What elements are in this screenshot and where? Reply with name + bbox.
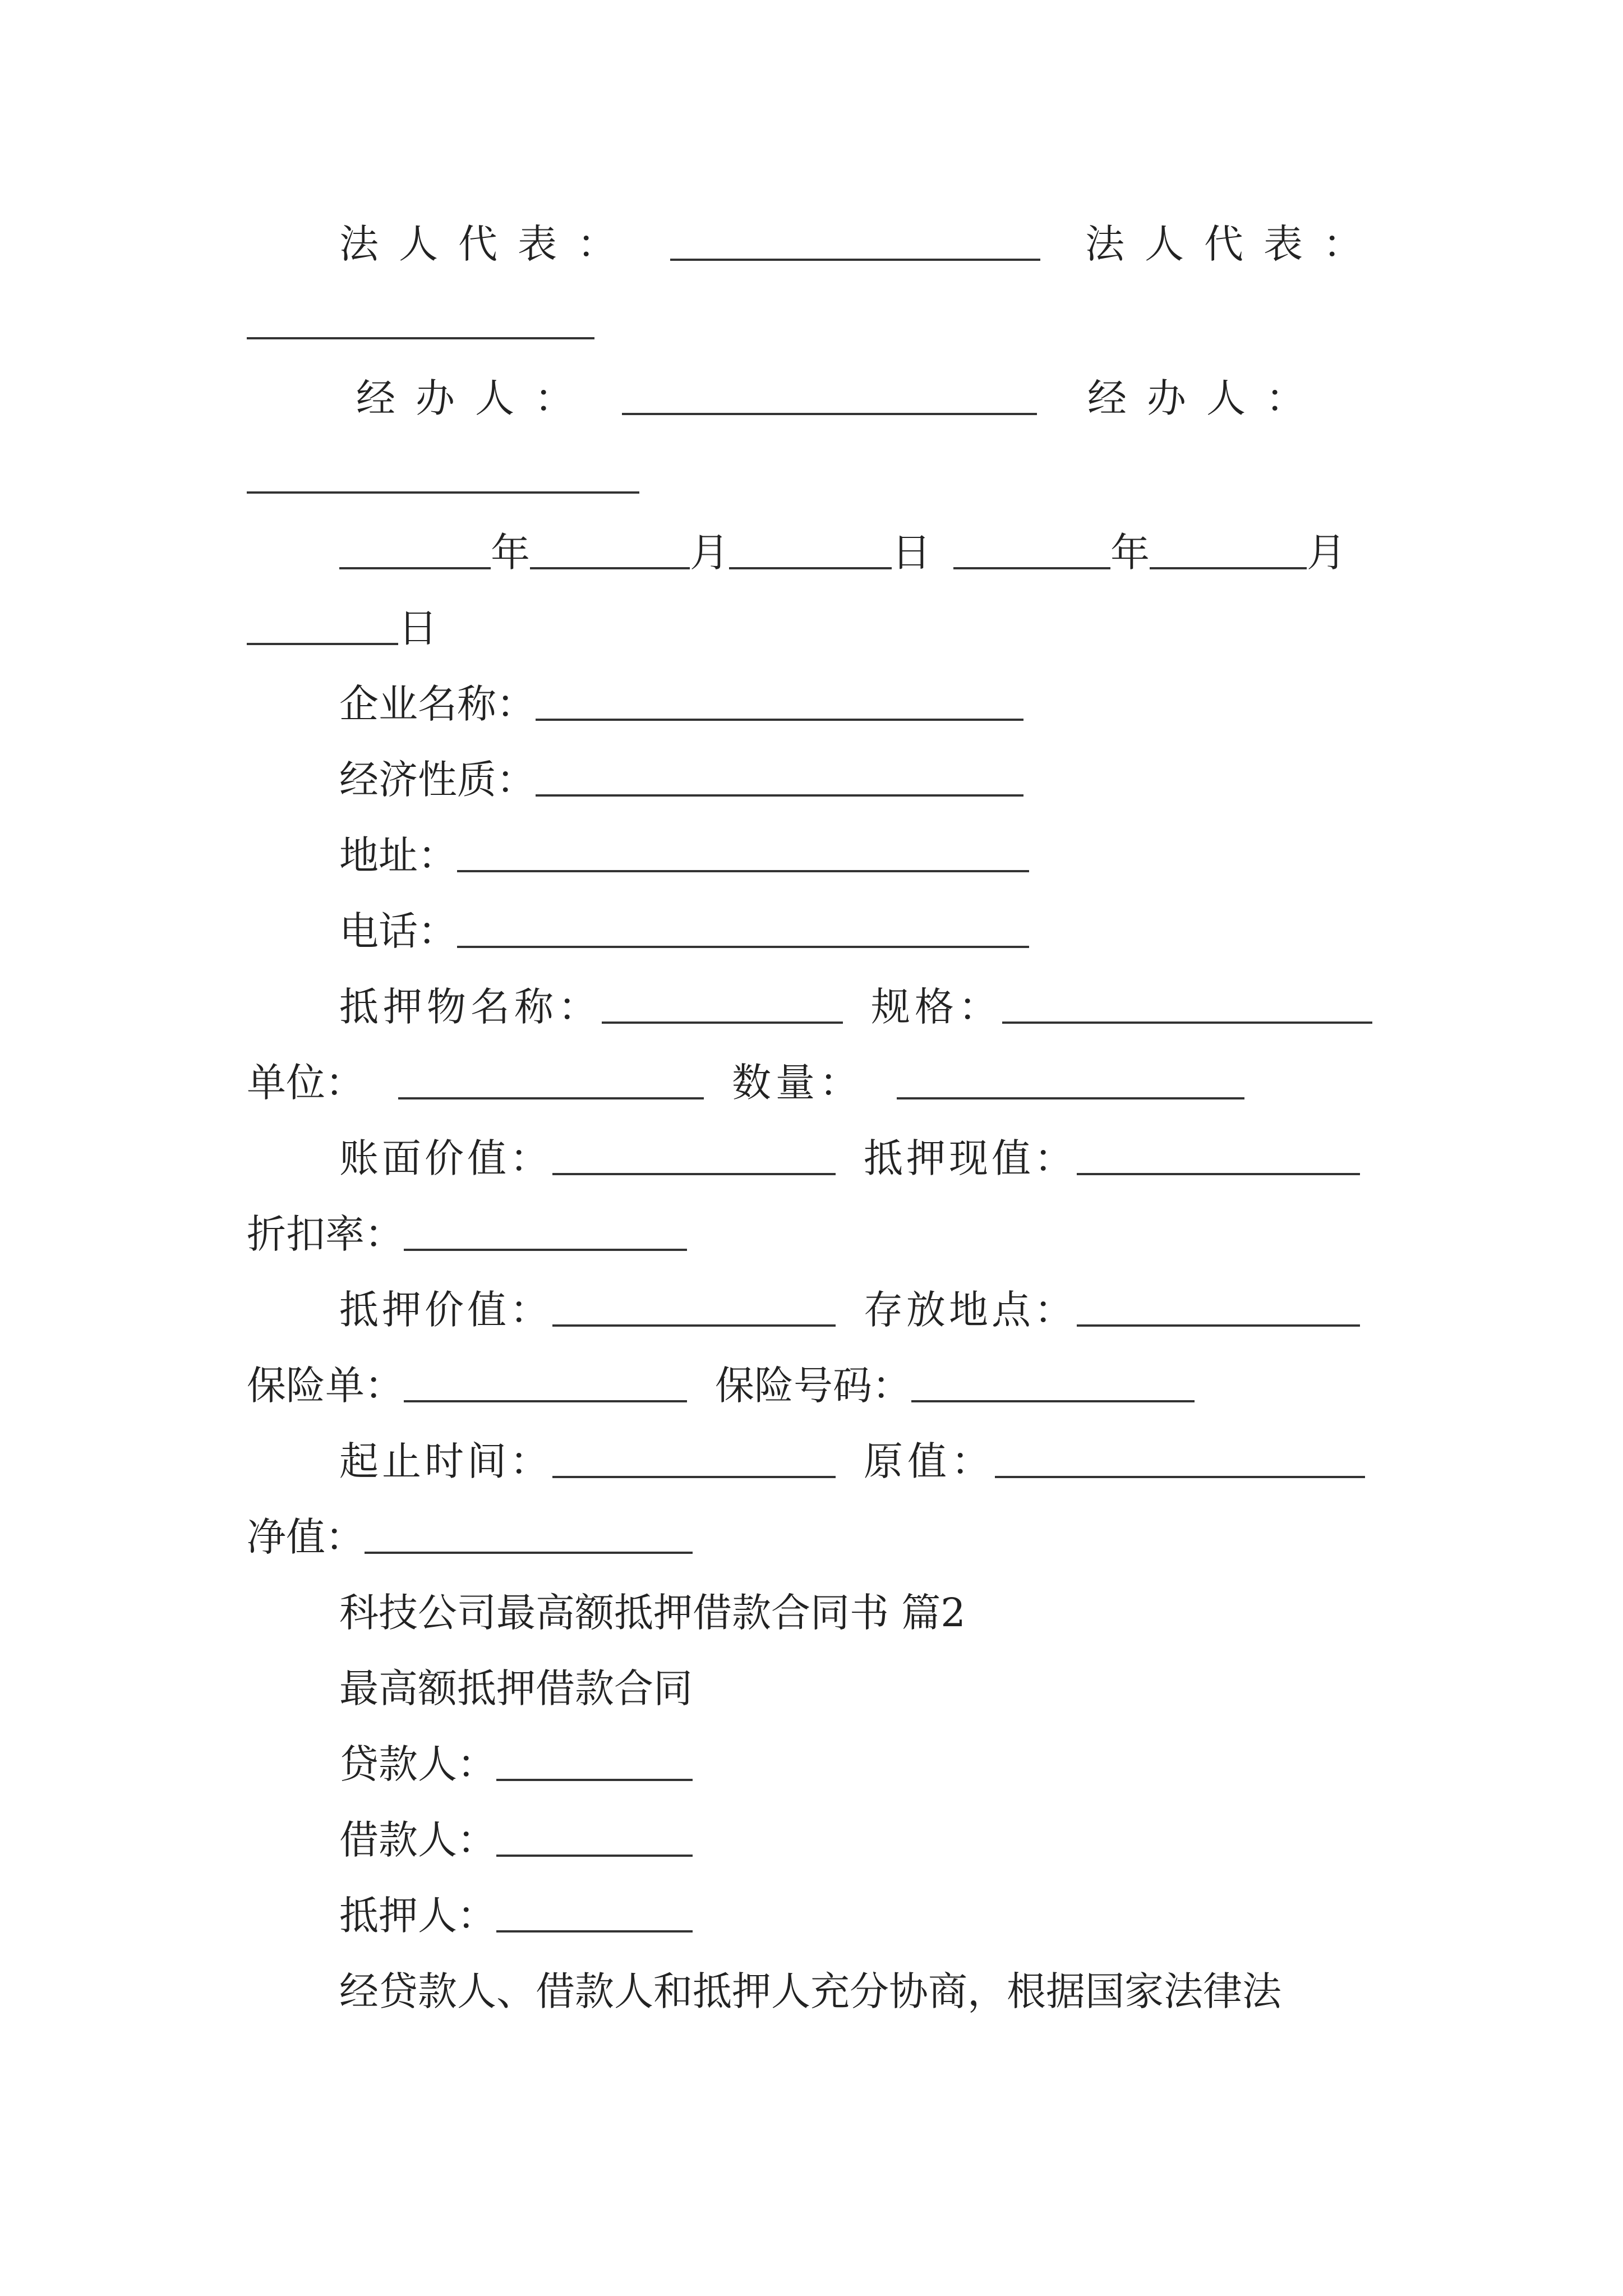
- contract-title-row: [247, 1660, 1391, 1717]
- phone-row: [247, 903, 1391, 959]
- day-label-1: 日: [892, 530, 931, 576]
- intro-row: [247, 1963, 1391, 2019]
- book-value-row: [247, 1130, 1391, 1186]
- insurance-blank: [404, 1400, 687, 1402]
- year-label-2: 年: [1110, 530, 1150, 576]
- mortgage-value-blank: [552, 1324, 836, 1327]
- net-value-row: [247, 1509, 1391, 1565]
- spec-label: 规格：: [871, 984, 1002, 1030]
- section2-heading: 科技公司最高额抵押借款合同书 篇2: [339, 1590, 966, 1636]
- year-blank-1: [339, 567, 491, 569]
- handler-row: [247, 370, 1391, 426]
- unit-label: 单位：: [247, 1060, 365, 1106]
- borrower-label: 借款人：: [339, 1817, 496, 1863]
- discount-row: [247, 1206, 1391, 1262]
- legal-rep-row: [247, 216, 1391, 272]
- month-label-2: 月: [1307, 530, 1346, 576]
- handler-label-left: 经办人：: [356, 375, 594, 421]
- company-name-label: 企业名称：: [339, 681, 536, 727]
- year-blank-2: [953, 567, 1110, 569]
- address-row: [247, 827, 1391, 884]
- quantity-label: 数量：: [732, 1060, 863, 1106]
- section2-heading-row: [247, 1585, 1391, 1641]
- address-label: 地址：: [339, 832, 457, 878]
- quantity-blank: [897, 1097, 1244, 1099]
- original-value-blank: [995, 1476, 1365, 1478]
- contract-title: 最高额抵押借款合同: [339, 1665, 693, 1711]
- current-value-label: 抵押现值：: [864, 1135, 1077, 1181]
- phone-label: 电话：: [339, 908, 457, 954]
- date-continued: [247, 600, 1391, 656]
- borrower-blank: [496, 1855, 693, 1857]
- address-blank: [457, 870, 1029, 872]
- month-blank-1: [530, 567, 690, 569]
- net-value-label: 净值：: [247, 1514, 365, 1560]
- collateral-name-blank: [602, 1022, 843, 1024]
- unit-quantity-row: [247, 1055, 1391, 1111]
- lender-row: [247, 1736, 1391, 1792]
- discount-label: 折扣率：: [247, 1211, 404, 1257]
- date-row: [247, 524, 1391, 581]
- mortgagor-row: [247, 1888, 1391, 1944]
- collateral-name-row: [247, 979, 1391, 1035]
- legal-rep-continued: [247, 295, 1391, 351]
- mortgage-value-row: [247, 1282, 1391, 1338]
- day-blank-2: [247, 643, 398, 645]
- book-value-label: 账面价值：: [339, 1135, 552, 1181]
- mortgagor-label: 抵押人：: [339, 1893, 496, 1939]
- year-label-1: 年: [491, 530, 530, 576]
- day-label-2: 日: [398, 605, 437, 651]
- handler-label-right: 经办人：: [1087, 375, 1325, 421]
- insurance-row: [247, 1358, 1391, 1414]
- company-name-row: [247, 676, 1391, 732]
- legal-rep-blank-left: [670, 259, 1040, 261]
- legal-rep-label-left: 法人代表：: [339, 221, 637, 267]
- month-blank-2: [1150, 567, 1307, 569]
- period-blank: [552, 1476, 836, 1478]
- insurance-no-label: 保险号码：: [715, 1363, 911, 1409]
- company-name-blank: [536, 719, 1023, 721]
- month-label-1: 月: [690, 530, 729, 576]
- intro-paragraph: 经贷款人、借款人和抵押人充分协商，根据国家法律法: [339, 1968, 1281, 2014]
- economic-nature-row: [247, 752, 1391, 808]
- storage-label: 存放地点：: [864, 1287, 1077, 1333]
- net-value-blank: [365, 1552, 693, 1554]
- economic-nature-label: 经济性质：: [339, 757, 536, 803]
- lender-label: 贷款人：: [339, 1741, 496, 1787]
- current-value-blank: [1077, 1173, 1360, 1175]
- mortgagor-blank: [496, 1930, 693, 1932]
- spec-blank: [1002, 1022, 1372, 1024]
- insurance-label: 保险单：: [247, 1363, 404, 1409]
- handler-blank-left: [622, 413, 1037, 415]
- borrower-row: [247, 1812, 1391, 1868]
- day-blank-1: [729, 567, 892, 569]
- book-value-blank: [552, 1173, 836, 1175]
- discount-blank: [404, 1249, 687, 1251]
- insurance-no-blank: [911, 1400, 1195, 1402]
- lender-blank: [496, 1779, 693, 1781]
- period-label: 起止时间：: [339, 1438, 552, 1484]
- original-value-label: 原值：: [864, 1438, 995, 1484]
- handler-blank-right: [247, 491, 639, 494]
- phone-blank: [457, 946, 1029, 948]
- mortgage-value-label: 抵押价值：: [339, 1287, 552, 1333]
- economic-nature-blank: [536, 794, 1023, 797]
- period-row: [247, 1433, 1391, 1489]
- collateral-name-label: 抵押物名称：: [339, 984, 602, 1030]
- unit-blank: [398, 1097, 704, 1099]
- storage-blank: [1077, 1324, 1360, 1327]
- handler-continued: [247, 449, 1391, 505]
- legal-rep-label-right: 法人代表：: [1085, 221, 1382, 267]
- legal-rep-blank-right: [247, 337, 594, 339]
